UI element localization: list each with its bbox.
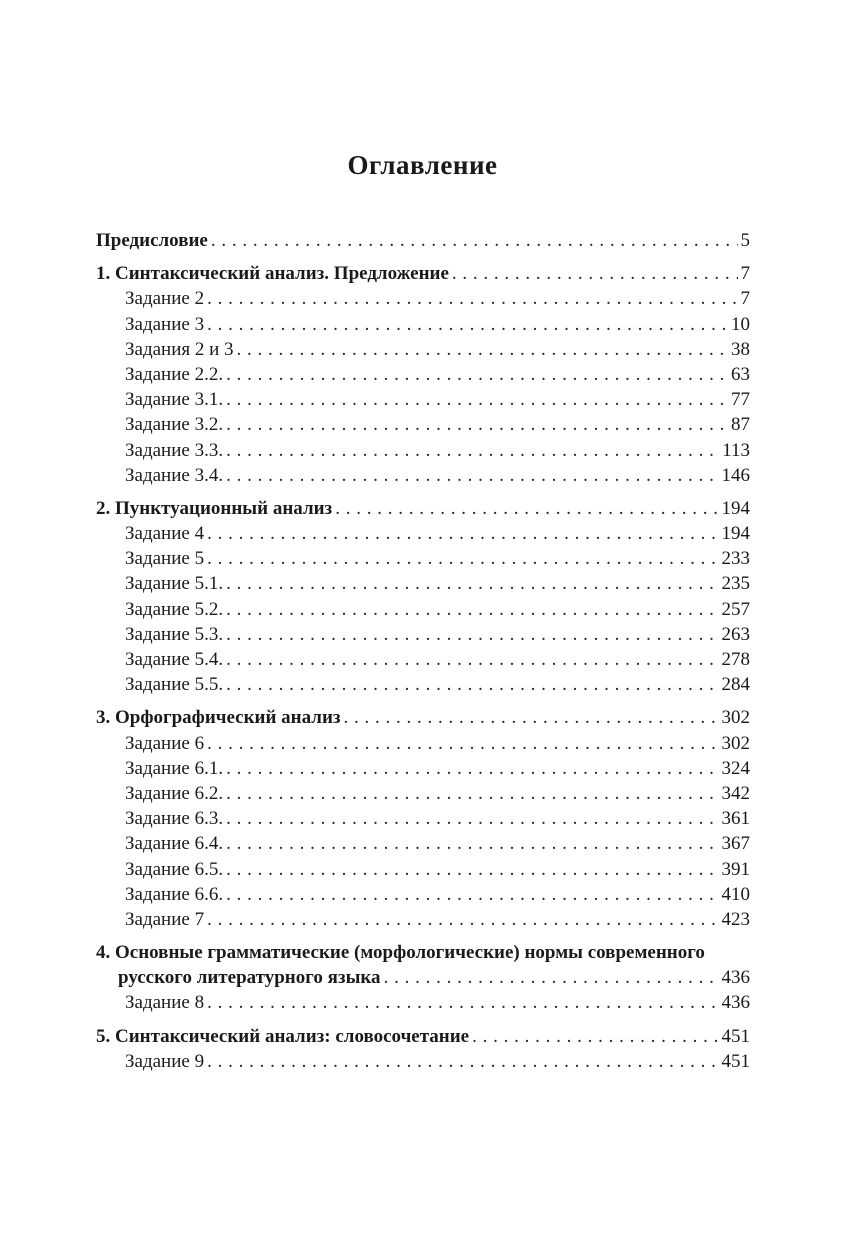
toc-task-label: Задание 6.1. xyxy=(125,757,224,779)
toc-task-page-number: 324 xyxy=(721,757,750,779)
toc-task-page-number: 38 xyxy=(731,338,750,360)
toc-group xyxy=(96,1024,750,1074)
dot-leader xyxy=(207,990,718,1015)
toc-group xyxy=(96,228,750,253)
toc-task-page-number: 410 xyxy=(721,883,750,905)
toc-task-page-number: 436 xyxy=(721,992,750,1014)
dot-leader xyxy=(226,831,718,856)
toc-section-page-number: 5 xyxy=(740,230,750,251)
toc-task-label: Задание 5.1. xyxy=(125,573,224,595)
toc-task-page-number: 194 xyxy=(721,523,750,545)
toc-task[interactable] xyxy=(96,781,750,806)
dot-leader xyxy=(207,286,737,311)
toc-task-page-number: 302 xyxy=(721,732,750,754)
dot-leader xyxy=(207,731,718,756)
toc-task-label: Задание 6.6. xyxy=(125,883,224,905)
toc-task[interactable] xyxy=(96,521,750,546)
toc-task-label: Задание 5.2. xyxy=(125,598,224,620)
toc-task-label: Задание 3.4. xyxy=(125,464,224,486)
dot-leader xyxy=(207,1049,718,1074)
toc-task-label: Задание 7 xyxy=(125,908,205,930)
toc-task-page-number: 284 xyxy=(721,674,750,696)
toc-task[interactable] xyxy=(96,990,750,1015)
dot-leader xyxy=(237,337,728,362)
toc-task[interactable] xyxy=(96,622,750,647)
dot-leader xyxy=(226,597,718,622)
toc-group xyxy=(96,496,750,698)
toc-task-page-number: 7 xyxy=(740,288,750,310)
toc-task-label: Задания 2 и 3 xyxy=(125,338,234,360)
dot-leader xyxy=(226,412,728,437)
dot-leader xyxy=(226,857,718,882)
toc-task-page-number: 10 xyxy=(731,313,750,335)
toc-task[interactable] xyxy=(96,731,750,756)
toc-task-page-number: 367 xyxy=(721,833,750,855)
toc-section-label: 2. Пунктуационный анализ xyxy=(96,497,333,519)
dot-leader xyxy=(207,907,718,932)
toc-section[interactable] xyxy=(96,496,750,521)
dot-leader xyxy=(226,882,718,907)
toc-task[interactable] xyxy=(96,857,750,882)
toc-task-page-number: 423 xyxy=(721,908,750,930)
dot-leader xyxy=(226,672,718,697)
toc-section[interactable] xyxy=(96,965,750,990)
toc-task[interactable] xyxy=(96,756,750,781)
toc-task-label: Задание 8 xyxy=(125,992,205,1014)
toc-section-page-number: 7 xyxy=(740,263,750,285)
dot-leader xyxy=(344,705,719,730)
toc-task[interactable] xyxy=(96,597,750,622)
dot-leader xyxy=(226,362,728,387)
toc-task-label: Задание 6.3. xyxy=(125,808,224,830)
toc-task-page-number: 361 xyxy=(721,808,750,830)
toc-task-label: Задание 3 xyxy=(125,313,205,335)
toc-task[interactable] xyxy=(96,546,750,571)
dot-leader xyxy=(226,622,718,647)
toc-task[interactable] xyxy=(96,412,750,437)
toc-section-label: 5. Синтаксический анализ: словосочетание xyxy=(96,1025,470,1047)
toc-task[interactable] xyxy=(96,882,750,907)
toc-task-label: Задание 9 xyxy=(125,1050,205,1072)
toc-task-label: Задание 6.5. xyxy=(125,858,224,880)
toc-group xyxy=(96,940,750,1016)
toc-task-page-number: 235 xyxy=(721,573,750,595)
toc-task-label: Задание 6.2. xyxy=(125,782,224,804)
toc-task[interactable] xyxy=(96,438,750,463)
table-of-contents xyxy=(96,228,750,1082)
toc-task[interactable] xyxy=(96,312,750,337)
toc-section-page-number: 451 xyxy=(721,1025,750,1047)
toc-group xyxy=(96,705,750,932)
toc-section-label: русского литературного языка xyxy=(118,967,381,989)
dot-leader xyxy=(226,756,718,781)
toc-section-label: 3. Орфографический анализ xyxy=(96,707,341,729)
dot-leader xyxy=(226,806,718,831)
toc-task-label: Задание 5.4. xyxy=(125,649,224,670)
toc-section-heading-line1: 4. Основные грамматические (морфологические) нормы современного xyxy=(96,942,705,964)
toc-task-page-number: 342 xyxy=(721,782,750,804)
toc-task-label: Задание 2.2. xyxy=(125,363,224,385)
toc-task-page-number: 146 xyxy=(721,464,750,486)
toc-task[interactable] xyxy=(96,831,750,856)
toc-task[interactable] xyxy=(96,387,750,412)
dot-leader xyxy=(207,521,718,546)
dot-leader xyxy=(226,571,718,596)
toc-task-page-number: 233 xyxy=(721,548,750,570)
toc-task[interactable] xyxy=(96,672,750,697)
toc-section[interactable] xyxy=(96,228,750,253)
toc-task[interactable] xyxy=(96,337,750,362)
toc-task-label: Задание 4 xyxy=(125,523,205,545)
toc-task[interactable] xyxy=(96,571,750,596)
toc-section-label: Предисловие xyxy=(96,230,208,251)
toc-task[interactable] xyxy=(96,647,750,672)
toc-task-label: Задание 5.3. xyxy=(125,623,224,645)
toc-task-label: Задание 3.1. xyxy=(125,389,224,411)
dot-leader xyxy=(226,647,718,672)
page-title: Оглавление xyxy=(347,150,498,180)
toc-task-label: Задание 6 xyxy=(125,732,205,754)
toc-task-page-number: 263 xyxy=(721,623,750,645)
toc-task[interactable] xyxy=(96,286,750,311)
toc-section[interactable] xyxy=(96,705,750,730)
dot-leader xyxy=(335,496,718,521)
dot-leader xyxy=(472,1024,718,1049)
toc-task[interactable] xyxy=(96,1049,750,1074)
toc-section[interactable] xyxy=(96,261,750,286)
toc-task[interactable] xyxy=(96,463,750,488)
toc-task-label: Задание 2 xyxy=(125,288,205,310)
toc-section-page-number: 302 xyxy=(721,707,750,729)
dot-leader xyxy=(211,228,738,253)
dot-leader xyxy=(207,312,728,337)
toc-task-page-number: 391 xyxy=(721,858,750,880)
toc-section-label: 1. Синтаксический анализ. Предложение xyxy=(96,263,449,285)
dot-leader xyxy=(226,438,719,463)
dot-leader xyxy=(207,546,718,571)
toc-task-label: Задание 5.5. xyxy=(125,674,224,696)
dot-leader xyxy=(226,387,728,412)
toc-task-page-number: 113 xyxy=(722,439,750,461)
toc-task-page-number: 278 xyxy=(721,649,750,670)
toc-section-page-number: 436 xyxy=(721,967,750,989)
toc-task-page-number: 63 xyxy=(731,363,750,385)
toc-task-page-number: 77 xyxy=(731,389,750,411)
toc-group xyxy=(96,261,750,488)
toc-section[interactable] xyxy=(96,1024,750,1049)
dot-leader xyxy=(226,781,718,806)
toc-task[interactable] xyxy=(96,907,750,932)
toc-task-page-number: 257 xyxy=(721,598,750,620)
toc-task-page-number: 87 xyxy=(731,414,750,436)
toc-task-label: Задание 5 xyxy=(125,548,205,570)
toc-task-page-number: 451 xyxy=(721,1050,750,1072)
toc-task-label: Задание 3.3. xyxy=(125,439,224,461)
toc-task[interactable] xyxy=(96,362,750,387)
toc-task-label: Задание 6.4. xyxy=(125,833,224,855)
dot-leader xyxy=(384,965,719,990)
toc-task[interactable] xyxy=(96,806,750,831)
toc-task-label: Задание 3.2. xyxy=(125,414,224,436)
toc-section-page-number: 194 xyxy=(721,497,750,519)
dot-leader xyxy=(226,463,718,488)
dot-leader xyxy=(452,261,738,286)
